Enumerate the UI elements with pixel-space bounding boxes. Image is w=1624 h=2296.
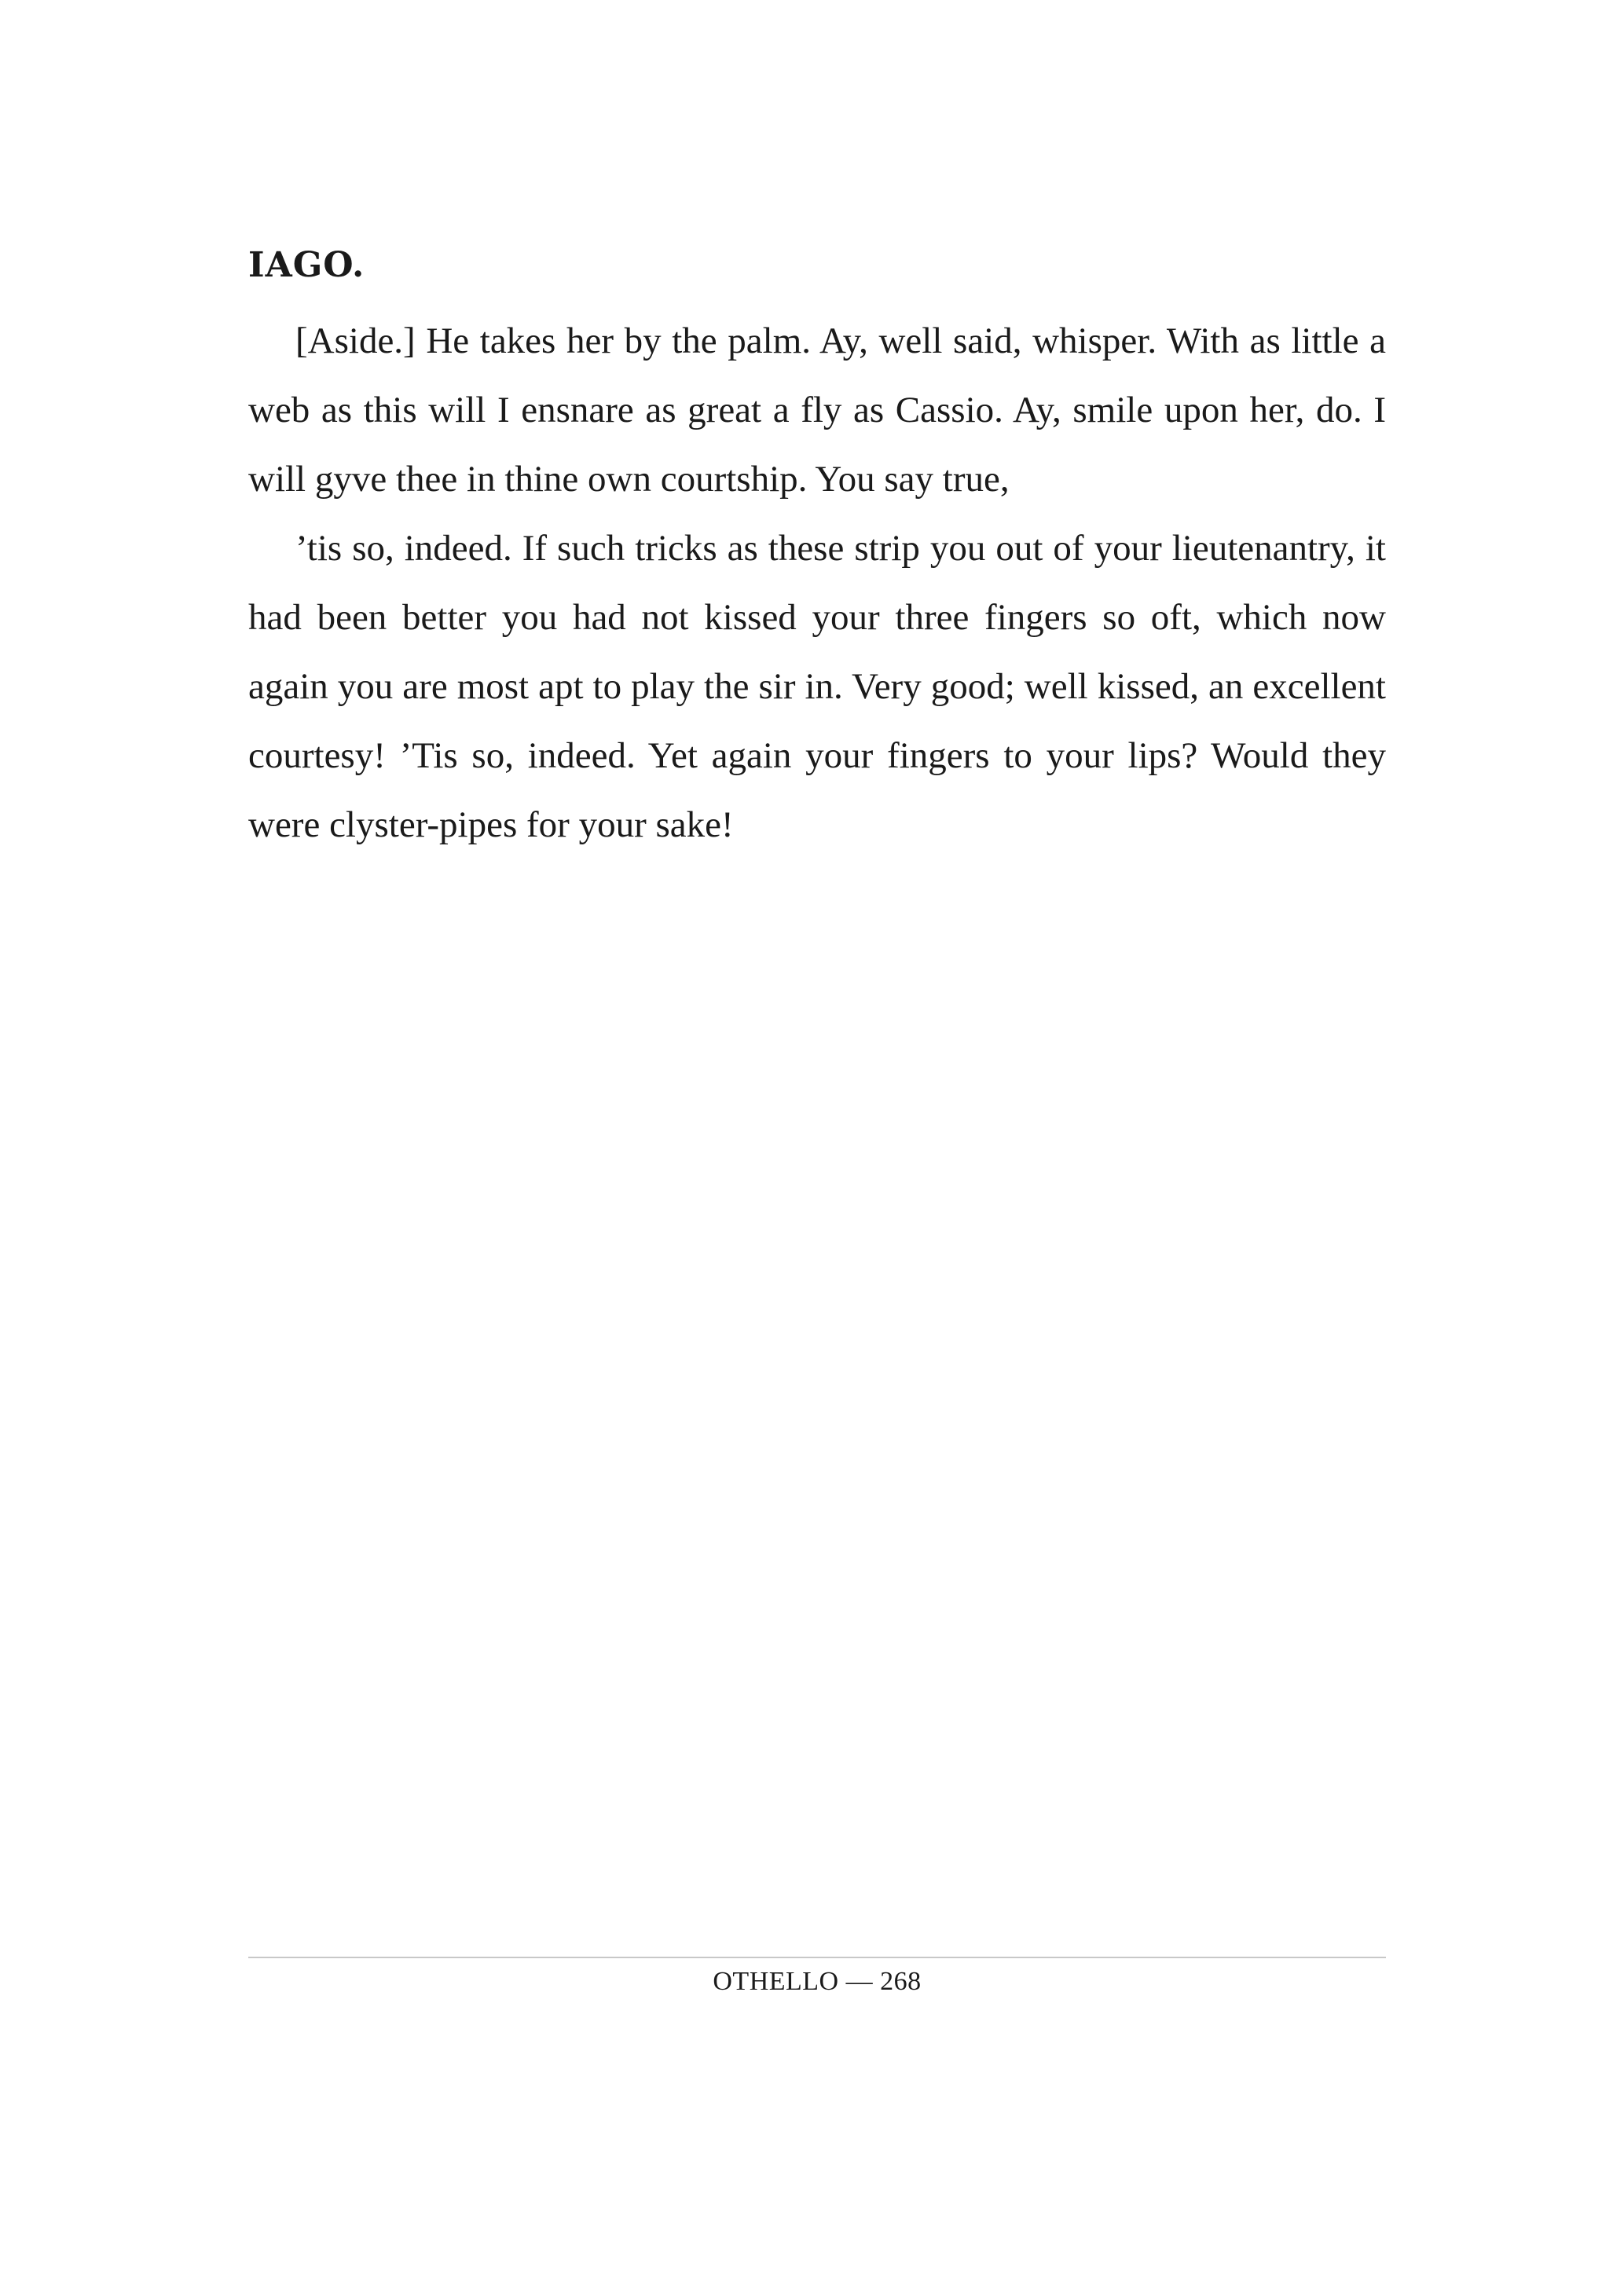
speech-paragraph: ’tis so, indeed. If such tricks as these strip you out of your lieutenantry, it had been better you had not kissed your three fingers so oft, which now again you are most apt to play the sir in. Very good; well kissed, an excellent courtesy! ’Tis so, indeed. Yet again your fingers to your lips? Would they were clyster-pipes for your sake! [248,528,1386,845]
speech-body [248,306,1386,859]
footer-divider [248,1957,1386,1958]
page-footer: OTHELLO — 268 [713,1967,922,1996]
speech-paragraph: [Aside.] He takes her by the palm. Ay, well said, whisper. With as little a web as this will I ensnare as great a fly as Cassio. Ay, smile upon her, do. I will gyve thee in thine own courtship. You say true, [248,320,1386,500]
speaker-name: IAGO. [248,245,365,285]
